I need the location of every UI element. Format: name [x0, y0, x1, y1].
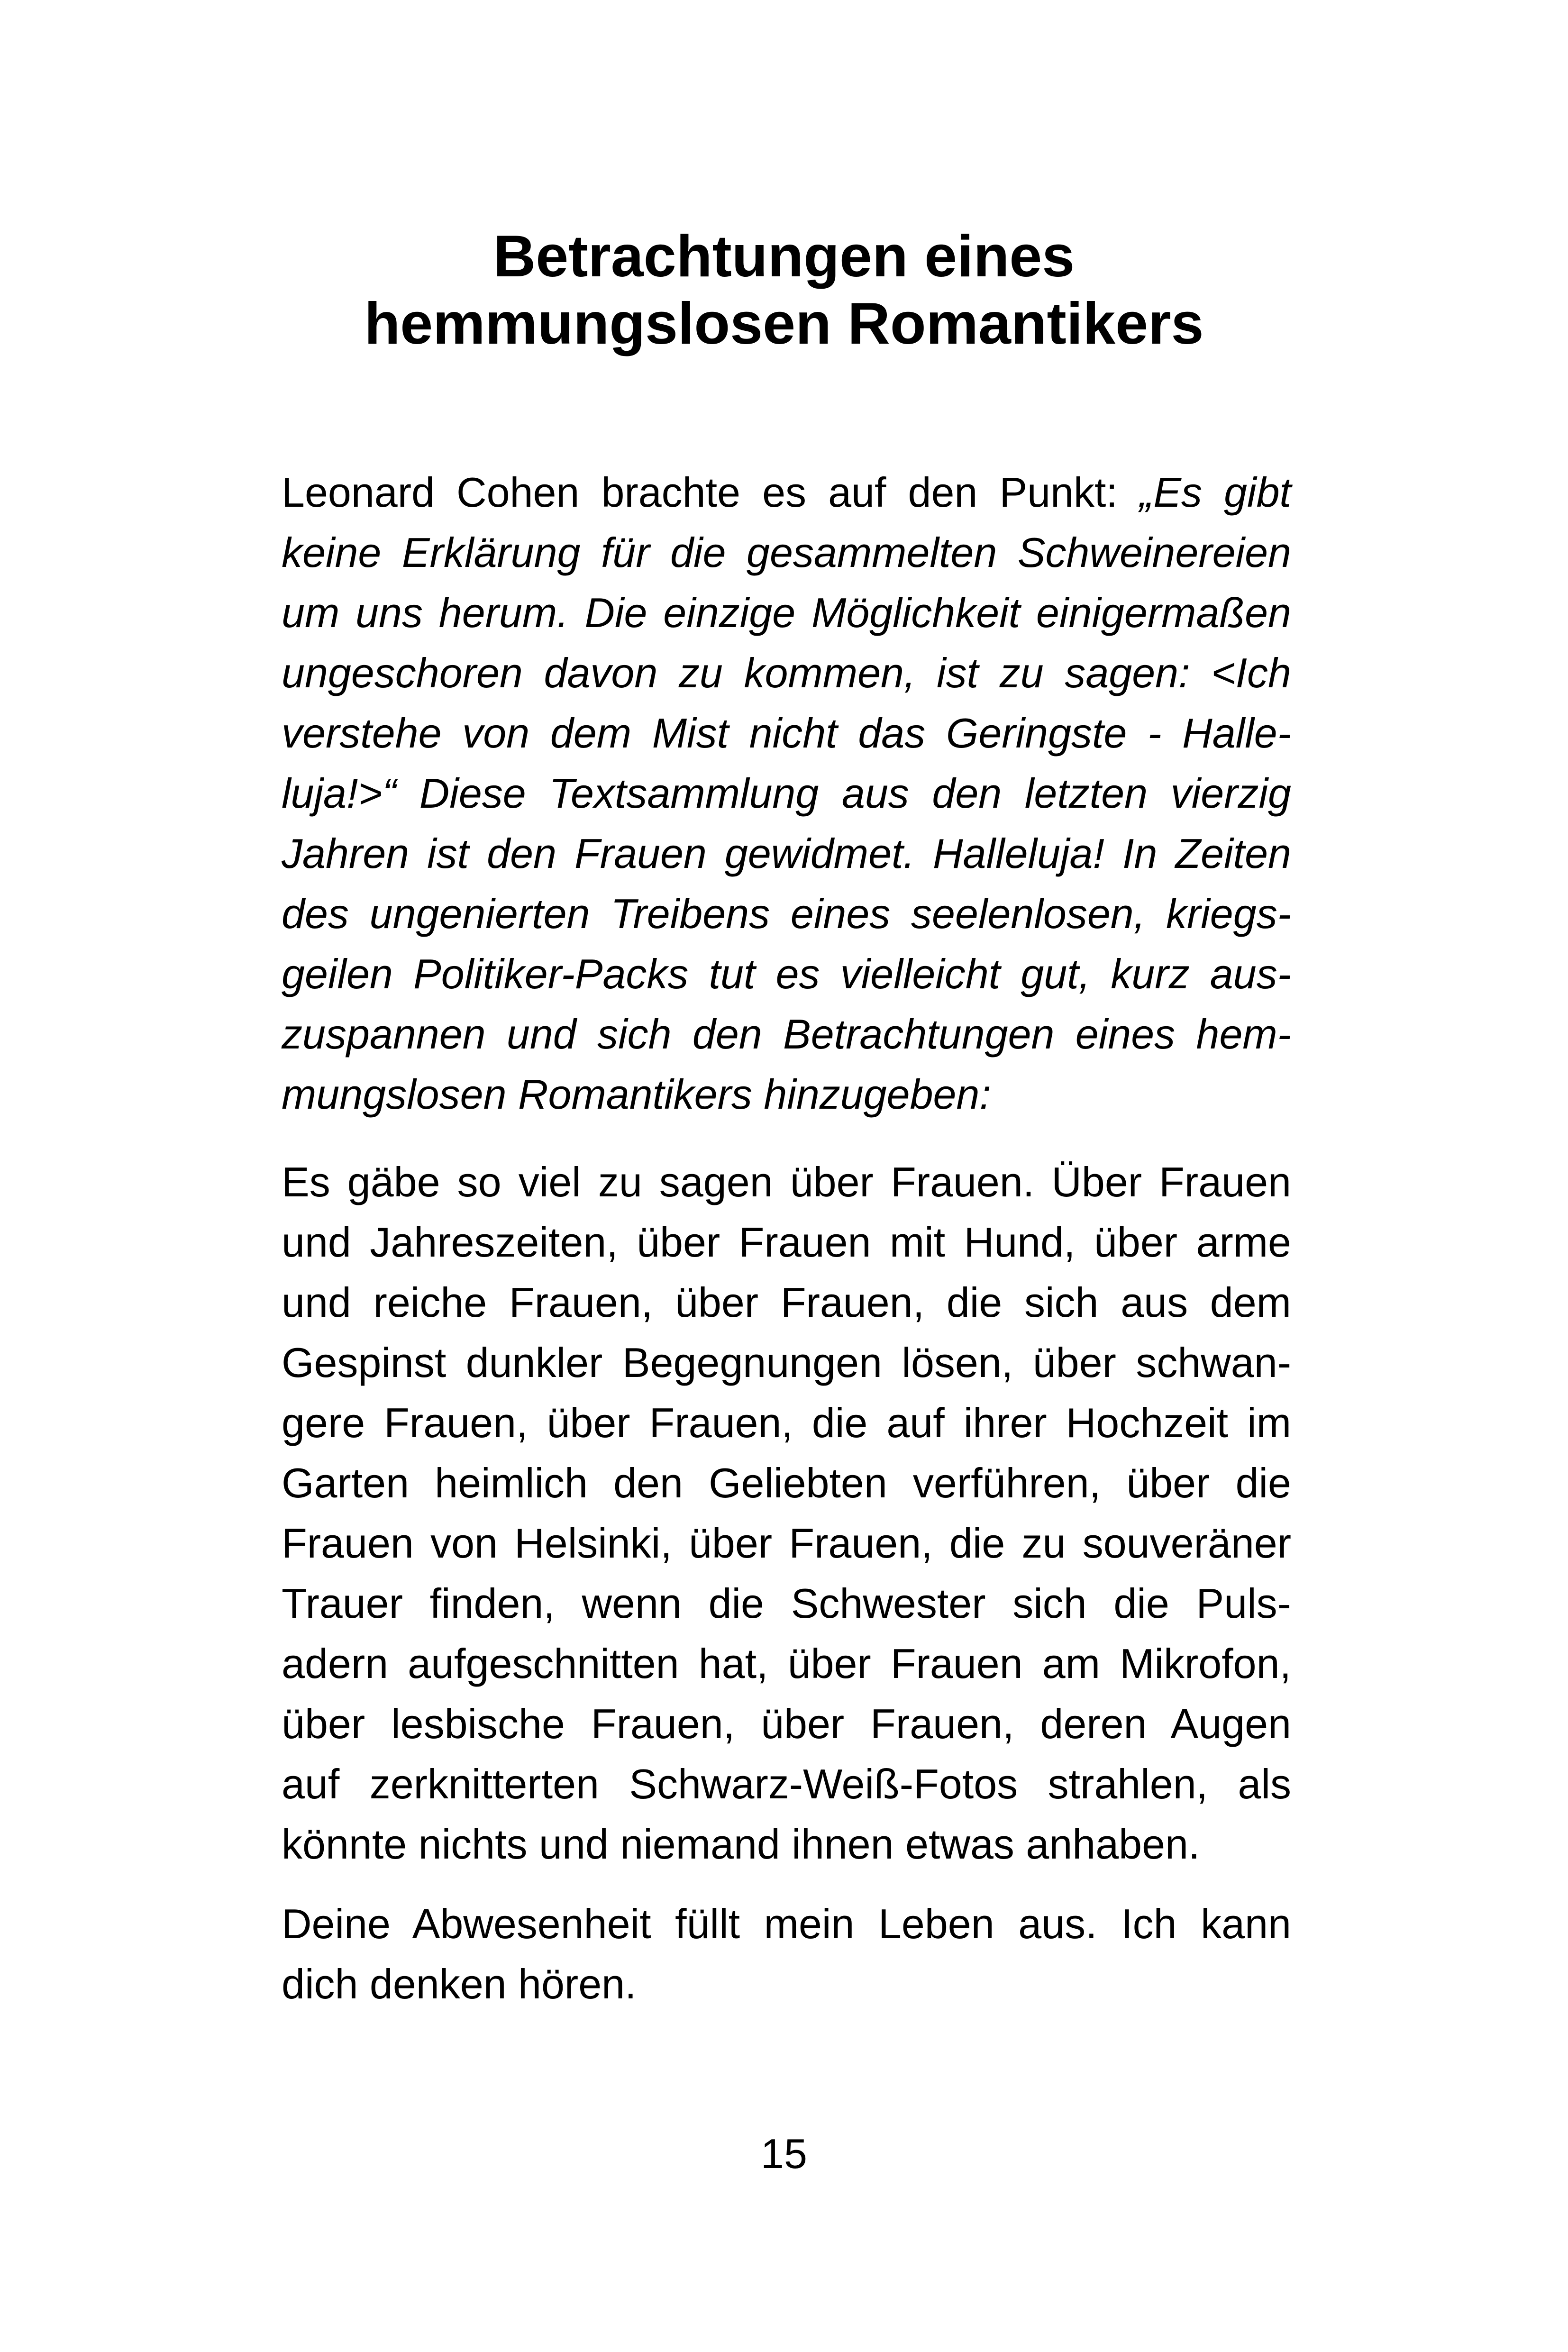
text-line: dich denken hören.	[282, 1960, 637, 2007]
text-line: Deine Abwesenheit füllt mein Leben aus. Ich kann	[282, 1900, 1291, 1947]
text-line: Es gäbe so viel zu sagen über Frauen. Über Frauen	[282, 1158, 1291, 1205]
text-line: und reiche Frauen, über Frauen, die sich aus dem	[282, 1279, 1291, 1326]
text-line: geilen Politiker-Packs tut es vielleicht gut, kurz aus-	[282, 950, 1291, 997]
text-line: luja!>“ Diese Textsammlung aus den letzten vierzig	[282, 770, 1291, 817]
text-line: zuspannen und sich den Betrachtungen eines hem-	[282, 1011, 1291, 1057]
title-line-1: Betrachtungen eines	[493, 224, 1075, 289]
text-line: auf zerknitterten Schwarz-Weiß-Fotos strahlen, als	[282, 1760, 1291, 1807]
text-line: ungeschoren davon zu kommen, ist zu sagen: <Ich	[282, 649, 1291, 696]
text-line: Gespinst dunkler Begegnungen lösen, über schwan-	[282, 1339, 1291, 1386]
paragraph-women	[282, 1152, 1291, 1874]
text-segment: Leonard Cohen brachte es auf den Punkt:	[282, 469, 1140, 516]
text-line: Frauen von Helsinki, über Frauen, die zu souveräner	[282, 1520, 1291, 1567]
text-line: gere Frauen, über Frauen, die auf ihrer Hochzeit im	[282, 1399, 1291, 1446]
text-line: über lesbische Frauen, über Frauen, deren Augen	[282, 1700, 1291, 1747]
text-line: Trauer finden, wenn die Schwester sich die Puls-	[282, 1580, 1291, 1627]
paragraph-absence	[282, 1894, 1291, 2014]
text-line	[282, 462, 1291, 522]
text-line: adern aufgeschnitten hat, über Frauen am Mikrofon,	[282, 1640, 1291, 1687]
quote-segment: „Es gibt	[1140, 469, 1291, 516]
text-line: um uns herum. Die einzige Möglichkeit einigermaßen	[282, 589, 1291, 636]
text-line: Jahren ist den Frauen gewidmet. Halleluja! In Zeiten	[282, 830, 1291, 877]
page-title	[0, 223, 1568, 357]
text-line: mungslosen Romantikers hinzugeben:	[282, 1071, 991, 1118]
text-line: Garten heimlich den Geliebten verführen, über die	[282, 1459, 1291, 1506]
page-number: 15	[761, 2130, 807, 2177]
title-line-2: hemmungslosen Romantikers	[364, 291, 1204, 356]
text-line: könnte nichts und niemand ihnen etwas anhaben.	[282, 1821, 1200, 1868]
text-line: verstehe von dem Mist nicht das Geringste - Halle-	[282, 710, 1291, 757]
paragraph-intro	[282, 462, 1291, 1124]
text-line: des ungenierten Treibens eines seelenlosen, kriegs-	[282, 890, 1291, 937]
text-line: und Jahreszeiten, über Frauen mit Hund, über arme	[282, 1219, 1291, 1266]
text-line: keine Erklärung für die gesammelten Schweinereien	[282, 529, 1291, 576]
